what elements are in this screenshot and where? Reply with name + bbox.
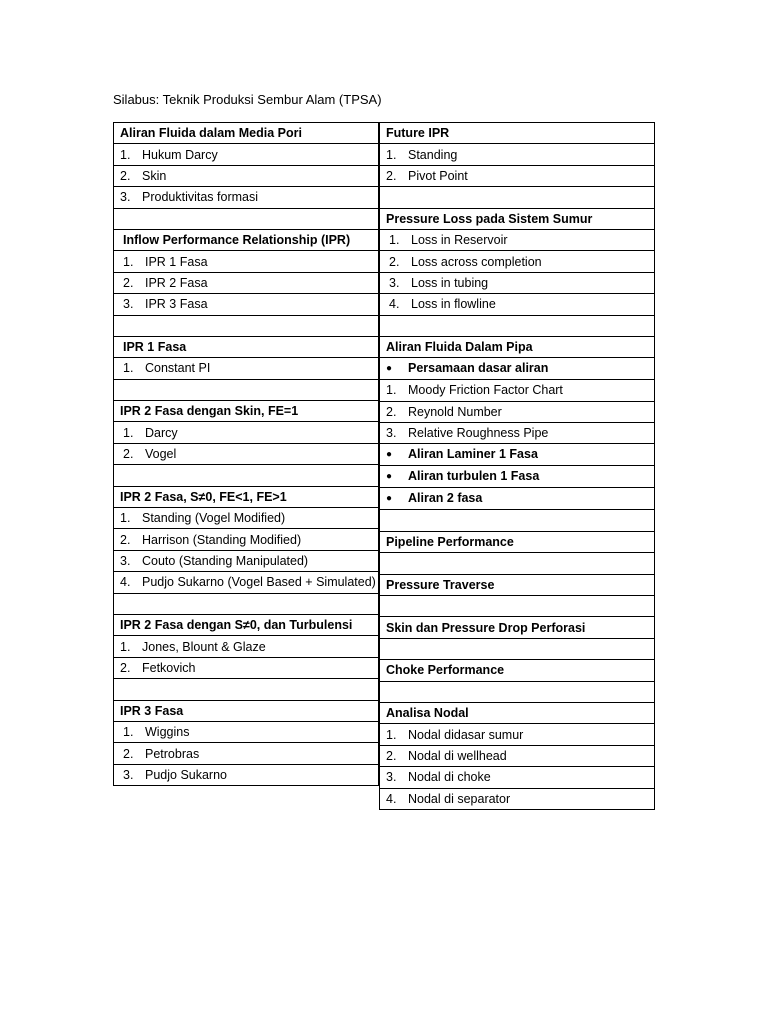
left-row — [114, 443, 379, 464]
list-item-text: Pivot Point — [408, 168, 468, 183]
right-cell — [380, 380, 655, 401]
left-row — [114, 721, 379, 742]
bullet-icon: ● — [386, 363, 393, 375]
left-row — [114, 550, 379, 571]
left-row — [114, 508, 379, 529]
left-cell — [114, 229, 379, 250]
left-row — [114, 358, 379, 379]
right-row — [380, 681, 655, 702]
section-heading: Aliran Fluida Dalam Pipa — [386, 340, 533, 355]
list-number: 2. — [120, 532, 131, 547]
list-item-text: Standing — [408, 147, 458, 162]
right-row — [380, 272, 655, 293]
section-heading: Pressure Traverse — [386, 577, 495, 592]
right-row — [380, 187, 655, 208]
list-number: 1. — [123, 425, 134, 440]
list-number: 3. — [386, 770, 397, 785]
right-row — [380, 229, 655, 250]
left-row — [114, 187, 379, 208]
left-row — [114, 315, 379, 336]
left-cell — [114, 123, 379, 144]
list-number: 1. — [123, 361, 134, 376]
list-number: 2. — [120, 168, 131, 183]
left-cell — [114, 251, 379, 272]
left-row — [114, 272, 379, 293]
right-row — [380, 531, 655, 552]
section-heading: Analisa Nodal — [386, 706, 469, 721]
section-heading: IPR 2 Fasa, S≠0, FE<1, FE>1 — [120, 489, 287, 504]
list-number: 4. — [389, 297, 400, 312]
left-cell — [114, 272, 379, 293]
list-number: 3. — [386, 426, 397, 441]
left-row — [114, 336, 379, 357]
left-row — [114, 208, 379, 229]
right-row — [380, 444, 655, 466]
syllabus-right-column — [379, 122, 655, 810]
right-row — [380, 251, 655, 272]
list-item-text: Harrison (Standing Modified) — [142, 532, 302, 547]
list-number: 1. — [120, 639, 131, 654]
left-cell — [114, 187, 379, 208]
right-cell — [380, 336, 655, 357]
left-cell — [114, 529, 379, 550]
list-item-text: Moody Friction Factor Chart — [408, 383, 563, 398]
left-row — [114, 572, 379, 593]
list-item-text: Couto (Standing Manipulated) — [142, 554, 309, 568]
right-cell — [380, 251, 655, 272]
left-row — [114, 422, 379, 443]
left-row — [114, 251, 379, 272]
left-cell — [114, 465, 379, 486]
list-number: 4. — [386, 791, 397, 806]
left-cell — [114, 294, 379, 315]
right-row — [380, 208, 655, 229]
list-item-text: Constant PI — [145, 361, 211, 376]
left-cell — [114, 593, 379, 614]
right-cell — [380, 294, 655, 315]
right-cell — [380, 165, 655, 186]
list-number: 1. — [386, 383, 397, 398]
left-row — [114, 465, 379, 486]
list-item-text: Standing (Vogel Modified) — [142, 511, 286, 526]
document-title: Silabus: Teknik Produksi Sembur Alam (TPSA) — [113, 92, 382, 107]
left-cell — [114, 679, 379, 700]
list-item-text: Loss in Reservoir — [411, 233, 508, 248]
left-row — [114, 529, 379, 550]
left-cell — [114, 144, 379, 165]
right-cell — [380, 638, 655, 659]
left-cell — [114, 550, 379, 571]
list-number: 1. — [123, 254, 134, 269]
right-row — [380, 574, 655, 595]
section-heading: Choke Performance — [386, 663, 505, 678]
left-row — [114, 144, 379, 165]
left-row — [114, 379, 379, 400]
right-cell — [380, 208, 655, 229]
bullet-icon: ● — [386, 493, 393, 505]
list-item-text: Nodal di choke — [408, 770, 491, 785]
left-cell — [114, 443, 379, 464]
right-cell — [380, 596, 655, 617]
section-heading: Skin dan Pressure Drop Perforasi — [386, 620, 586, 635]
right-row — [380, 315, 655, 336]
section-heading: Future IPR — [386, 126, 450, 141]
right-row — [380, 510, 655, 531]
list-number: 2. — [123, 447, 134, 462]
list-number: 2. — [120, 660, 131, 675]
list-item-text: Jones, Blount & Glaze — [142, 639, 266, 654]
list-item-text: Loss across completion — [411, 254, 542, 269]
left-cell — [114, 422, 379, 443]
left-cell — [114, 700, 379, 721]
section-heading: Pressure Loss pada Sistem Sumur — [386, 211, 593, 226]
section-heading: Pipeline Performance — [386, 535, 514, 550]
right-cell — [380, 745, 655, 766]
left-row — [114, 614, 379, 635]
list-item-text: Pudjo Sukarno — [145, 767, 228, 782]
list-item-text: Loss in tubing — [411, 275, 489, 290]
right-cell — [380, 702, 655, 723]
list-item-text: Pudjo Sukarno (Vogel Based + Simulated) — [142, 575, 376, 590]
list-item-text: Aliran Laminer 1 Fasa — [408, 447, 538, 462]
list-number: 1. — [389, 233, 400, 248]
left-cell — [114, 165, 379, 186]
list-item-text: Persamaan dasar aliran — [408, 361, 549, 376]
left-cell — [114, 508, 379, 529]
left-row — [114, 294, 379, 315]
list-number: 3. — [123, 297, 134, 312]
right-row — [380, 553, 655, 574]
right-cell — [380, 660, 655, 681]
left-cell — [114, 614, 379, 635]
list-item-text: Reynold Number — [408, 404, 502, 419]
list-item-text: Darcy — [145, 425, 178, 440]
section-heading: IPR 2 Fasa dengan S≠0, dan Turbulensi — [120, 618, 353, 633]
list-item-text: Skin — [142, 168, 167, 183]
left-row — [114, 657, 379, 678]
right-cell — [380, 315, 655, 336]
list-number: 2. — [386, 748, 397, 763]
left-cell — [114, 208, 379, 229]
section-heading: Aliran Fluida dalam Media Pori — [120, 126, 302, 141]
left-row — [114, 123, 379, 144]
right-row — [380, 596, 655, 617]
section-heading: Inflow Performance Relationship (IPR) — [123, 233, 351, 248]
list-number: 3. — [120, 554, 131, 568]
list-item-text: Nodal didasar sumur — [408, 727, 524, 742]
left-row — [114, 486, 379, 507]
list-number: 2. — [123, 275, 134, 290]
right-row — [380, 638, 655, 659]
list-item-text: Nodal di separator — [408, 791, 511, 806]
right-cell — [380, 553, 655, 574]
list-number: 3. — [123, 767, 134, 782]
right-row — [380, 702, 655, 723]
list-number: 2. — [123, 746, 134, 761]
list-number: 1. — [120, 147, 131, 162]
right-row — [380, 165, 655, 186]
right-row — [380, 617, 655, 638]
right-cell — [380, 272, 655, 293]
left-cell — [114, 336, 379, 357]
list-item-text: Fetkovich — [142, 660, 196, 675]
right-cell — [380, 187, 655, 208]
list-item-text: Petrobras — [145, 746, 200, 761]
right-row — [380, 144, 655, 165]
right-row — [380, 488, 655, 510]
left-cell — [114, 315, 379, 336]
list-number: 3. — [120, 190, 131, 205]
section-heading: IPR 1 Fasa — [123, 340, 187, 355]
list-number: 2. — [389, 254, 400, 269]
right-cell — [380, 358, 655, 380]
right-row — [380, 423, 655, 444]
left-cell — [114, 379, 379, 400]
list-number: 3. — [389, 275, 400, 290]
right-cell — [380, 229, 655, 250]
left-cell — [114, 358, 379, 379]
right-row — [380, 767, 655, 788]
syllabus-left-column — [113, 122, 379, 786]
right-cell — [380, 510, 655, 531]
right-cell — [380, 767, 655, 788]
left-row — [114, 229, 379, 250]
list-item-text: Aliran turbulen 1 Fasa — [408, 469, 540, 484]
list-item-text: Loss in flowline — [411, 297, 496, 312]
right-cell — [380, 724, 655, 745]
right-row — [380, 336, 655, 357]
list-item-text: IPR 1 Fasa — [145, 254, 208, 269]
left-row — [114, 700, 379, 721]
right-row — [380, 466, 655, 488]
list-number: 2. — [386, 404, 397, 419]
right-cell — [380, 466, 655, 488]
list-item-text: Aliran 2 fasa — [408, 491, 483, 506]
list-item-text: IPR 2 Fasa — [145, 275, 208, 290]
list-item-text: Vogel — [145, 447, 177, 462]
list-item-text: IPR 3 Fasa — [145, 297, 208, 312]
left-cell — [114, 636, 379, 657]
list-number: 1. — [386, 727, 397, 742]
left-row — [114, 764, 379, 785]
list-item-text: Wiggins — [145, 725, 190, 740]
section-heading: IPR 3 Fasa — [120, 703, 184, 718]
right-cell — [380, 123, 655, 144]
left-cell — [114, 657, 379, 678]
list-item-text: Hukum Darcy — [142, 147, 218, 162]
right-cell — [380, 574, 655, 595]
list-item-text: Relative Roughness Pipe — [408, 426, 549, 441]
right-cell — [380, 617, 655, 638]
left-row — [114, 743, 379, 764]
list-number: 4. — [120, 575, 131, 590]
right-cell — [380, 681, 655, 702]
left-cell — [114, 486, 379, 507]
right-row — [380, 724, 655, 745]
right-row — [380, 401, 655, 422]
left-cell — [114, 401, 379, 422]
right-cell — [380, 531, 655, 552]
list-number: 1. — [120, 511, 131, 526]
left-row — [114, 401, 379, 422]
right-cell — [380, 144, 655, 165]
left-row — [114, 165, 379, 186]
list-item-text: Nodal di wellhead — [408, 748, 507, 763]
bullet-icon: ● — [386, 471, 393, 483]
right-cell — [380, 488, 655, 510]
right-cell — [380, 788, 655, 809]
right-row — [380, 358, 655, 380]
left-cell — [114, 764, 379, 785]
right-cell — [380, 423, 655, 444]
right-row — [380, 745, 655, 766]
left-row — [114, 679, 379, 700]
left-cell — [114, 572, 379, 593]
right-cell — [380, 444, 655, 466]
left-cell — [114, 743, 379, 764]
list-item-text: Produktivitas formasi — [142, 190, 259, 205]
right-row — [380, 294, 655, 315]
bullet-icon: ● — [386, 449, 393, 461]
left-row — [114, 593, 379, 614]
right-row — [380, 123, 655, 144]
list-number: 2. — [386, 168, 397, 183]
left-cell — [114, 721, 379, 742]
right-row — [380, 380, 655, 401]
right-row — [380, 660, 655, 681]
list-number: 1. — [386, 147, 397, 162]
left-row — [114, 636, 379, 657]
section-heading: IPR 2 Fasa dengan Skin, FE=1 — [120, 404, 299, 419]
right-row — [380, 788, 655, 809]
right-cell — [380, 401, 655, 422]
list-number: 1. — [123, 725, 134, 740]
